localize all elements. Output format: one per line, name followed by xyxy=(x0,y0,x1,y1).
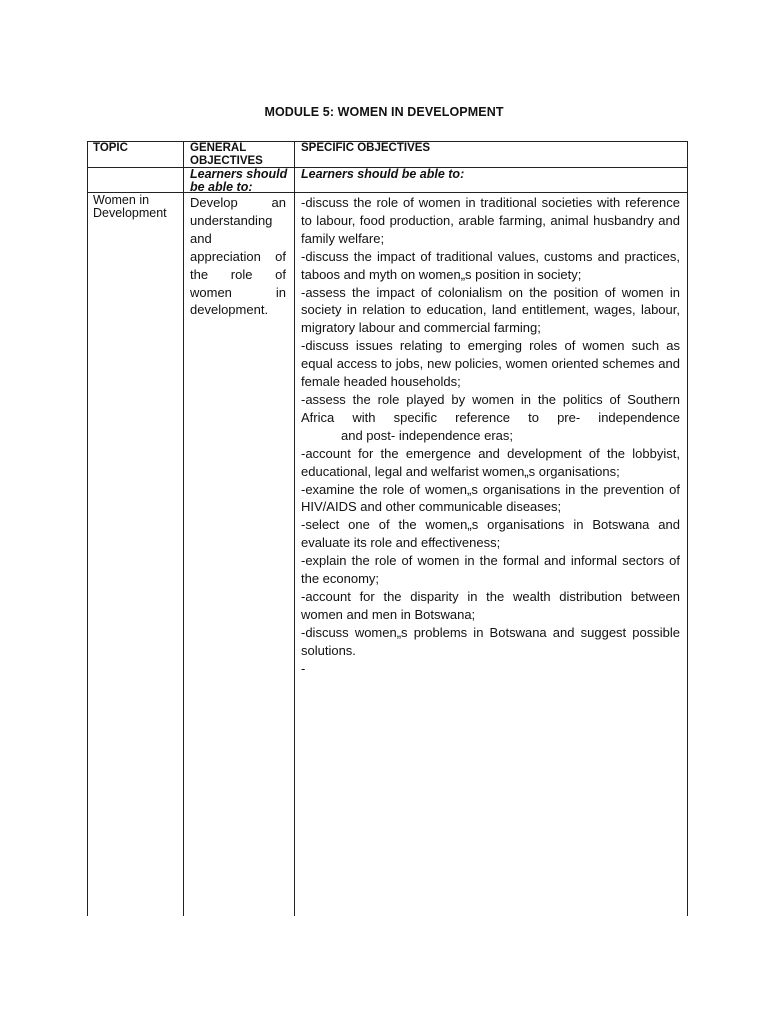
subheader-specific: Learners should be able to: xyxy=(301,167,465,181)
specific-objective-item: -discuss the impact of traditional values, customs and practices, taboos and myth on women„s position in society; xyxy=(301,248,680,282)
general-objective-cell: Develop an understanding and appreciation of the role of women in development. xyxy=(190,195,286,318)
specific-objectives-list xyxy=(301,194,680,677)
specific-objective-item: -account for the disparity in the wealth distribution between women and men in Botswana; xyxy=(301,588,680,622)
specific-objective-item: -account for the emergence and development of the lobbyist, educational, legal and welfarist women„s organisations; xyxy=(301,445,680,479)
column-divider-1 xyxy=(183,141,184,916)
subheader-general: Learners should be able to: xyxy=(190,167,288,194)
module-title: MODULE 5: WOMEN IN DEVELOPMENT xyxy=(264,105,504,119)
specific-objective-item: -assess the impact of colonialism on the position of women in society in relation to education, land entitlement, wages, labour, migratory labour and commercial farming; xyxy=(301,284,680,336)
header-specific-objectives: SPECIFIC OBJECTIVES xyxy=(301,142,431,154)
subheader-divider xyxy=(87,192,688,193)
specific-objective-item: -explain the role of women in the formal and informal sectors of the economy; xyxy=(301,553,680,587)
specific-objective-item: solutions. xyxy=(301,642,356,658)
table-right-border xyxy=(687,141,688,916)
specific-objective-item: -discuss issues relating to emerging roles of women such as equal access to jobs, new policies, women oriented schemes and female headed households; xyxy=(301,338,680,390)
header-topic: TOPIC xyxy=(93,142,128,154)
specific-objective-item: -discuss women„s problems in Botswana and suggest possible xyxy=(301,624,680,640)
column-divider-2 xyxy=(294,141,295,916)
topic-cell: Women in Development xyxy=(93,193,167,220)
specific-objective-item: - xyxy=(301,660,306,676)
specific-objective-item: -examine the role of women„s organisations in the prevention of HIV/AIDS and other communicable diseases; xyxy=(301,481,680,515)
specific-objective-item: and post- independence eras; xyxy=(341,427,514,443)
specific-objective-item: -discuss the role of women in traditional societies with reference to labour, food production, arable farming, animal husbandry and family welfare; xyxy=(301,195,680,246)
header-general-objectives: GENERAL OBJECTIVES xyxy=(190,142,263,167)
specific-objective-item: -select one of the women„s organisations in Botswana and evaluate its role and effectiveness; xyxy=(301,517,680,551)
specific-objective-item: -assess the role played by women in the politics of Southern Africa with specific reference to pre- independence xyxy=(301,391,680,425)
table-left-border xyxy=(87,141,88,916)
